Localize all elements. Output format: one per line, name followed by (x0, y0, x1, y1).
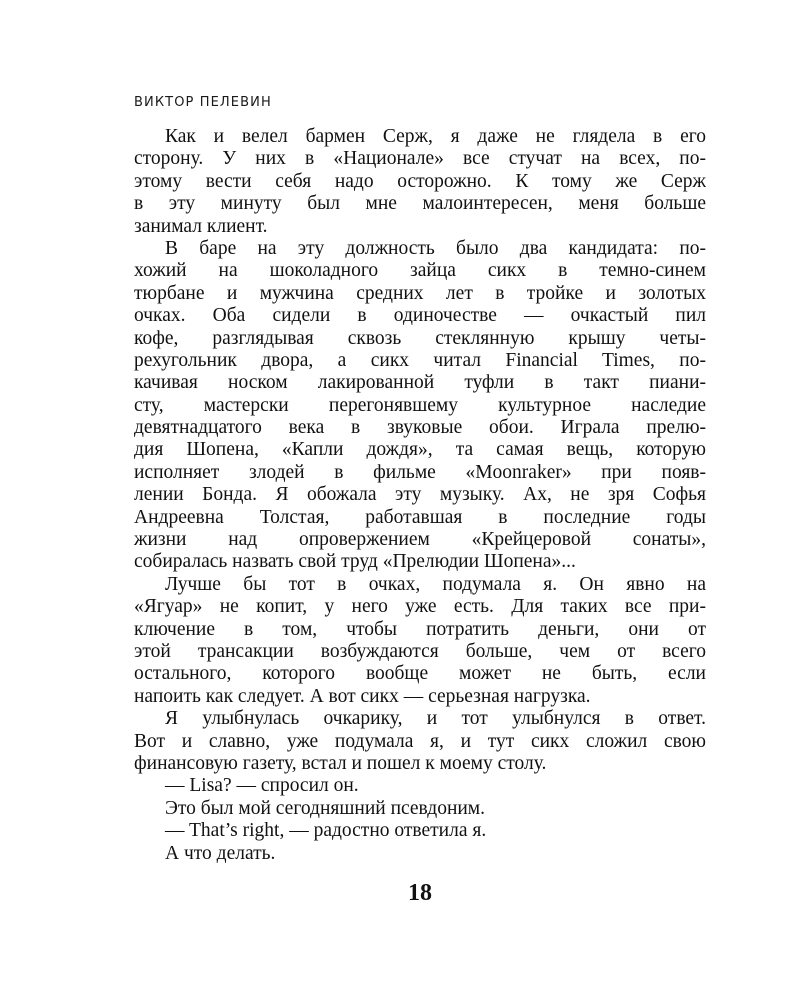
running-head-author: ВИКТОР ПЕЛЕВИН (134, 95, 272, 110)
text-line: сторону. У них в «Национале» все стучат на всех, по- (134, 148, 706, 170)
text-line: финансовую газету, встал и пошел к моему столу. (134, 752, 547, 774)
page-number: 18 (408, 880, 432, 906)
text-line: этому вести себя надо осторожно. К тому же Серж (134, 170, 706, 192)
text-line: кофе, разглядывая сквозь стеклянную крышу четы- (134, 327, 706, 349)
text-line: исполняет злодей в фильме «Moonraker» при появ- (134, 461, 706, 483)
text-line: рехугольник двора, а сикх читал Financial Times, по- (134, 349, 706, 371)
text-line: хожий на шоколадного зайца сикх в темно-синем (134, 260, 706, 282)
text-line: занимал клиент. (134, 215, 268, 237)
text-line: остального, которого вообще может не быть, если (134, 663, 706, 685)
text-line: собиралась назвать свой труд «Прелюдии Шопена»... (134, 551, 576, 573)
text-line: сту, мастерски перегонявшему культурное наследие (134, 394, 706, 416)
text-line: — That’s right, — радостно ответила я. (165, 820, 487, 842)
text-line: А что делать. (165, 842, 276, 864)
text-line: Лучше бы тот в очках, подумала я. Он явно на (165, 573, 706, 595)
text-line: «Ягуар» не копит, у него уже есть. Для таких все при- (134, 596, 706, 618)
text-line: Это был мой сегодняшний псевдоним. (165, 797, 486, 819)
text-line: дия Шопена, «Капли дождя», та самая вещь, которую (134, 439, 706, 461)
body-text (134, 126, 706, 865)
text-line: тюрбане и мужчина средних лет в тройке и золотых (134, 282, 706, 304)
text-line: качивая носком лакированной туфли в такт пиани- (134, 372, 706, 394)
text-line: девятнадцатого века в звуковые обои. Играла прелю- (134, 417, 706, 439)
text-line: Андреевна Толстая, работавшая в последние годы (134, 506, 706, 528)
text-line: напоить как следует. А вот сикх — серьезная нагрузка. (134, 685, 591, 707)
text-line: Как и велел бармен Серж, я даже не глядела в его (165, 126, 706, 147)
text-line: Я улыбнулась очкарику, и тот улыбнулся в ответ. (165, 708, 706, 730)
text-line: в эту минуту был мне малоинтересен, меня больше (134, 193, 706, 215)
text-line: Вот и славно, уже подумала я, и тут сикх сложил свою (134, 730, 706, 752)
text-line: лении Бонда. Я обожала эту музыку. Ах, не зря Софья (134, 484, 706, 506)
text-line: этой трансакции возбуждаются больше, чем от всего (134, 640, 706, 662)
text-line: жизни над опровержением «Крейцеровой сонаты», (134, 529, 706, 551)
text-line: ключение в том, чтобы потратить деньги, они от (134, 618, 706, 640)
text-line: В баре на эту должность было два кандидата: по- (165, 237, 706, 259)
text-line: очках. Оба сидели в одиночестве — очкастый пил (134, 305, 706, 327)
text-line: — Lisa? — спросил он. (165, 775, 359, 797)
